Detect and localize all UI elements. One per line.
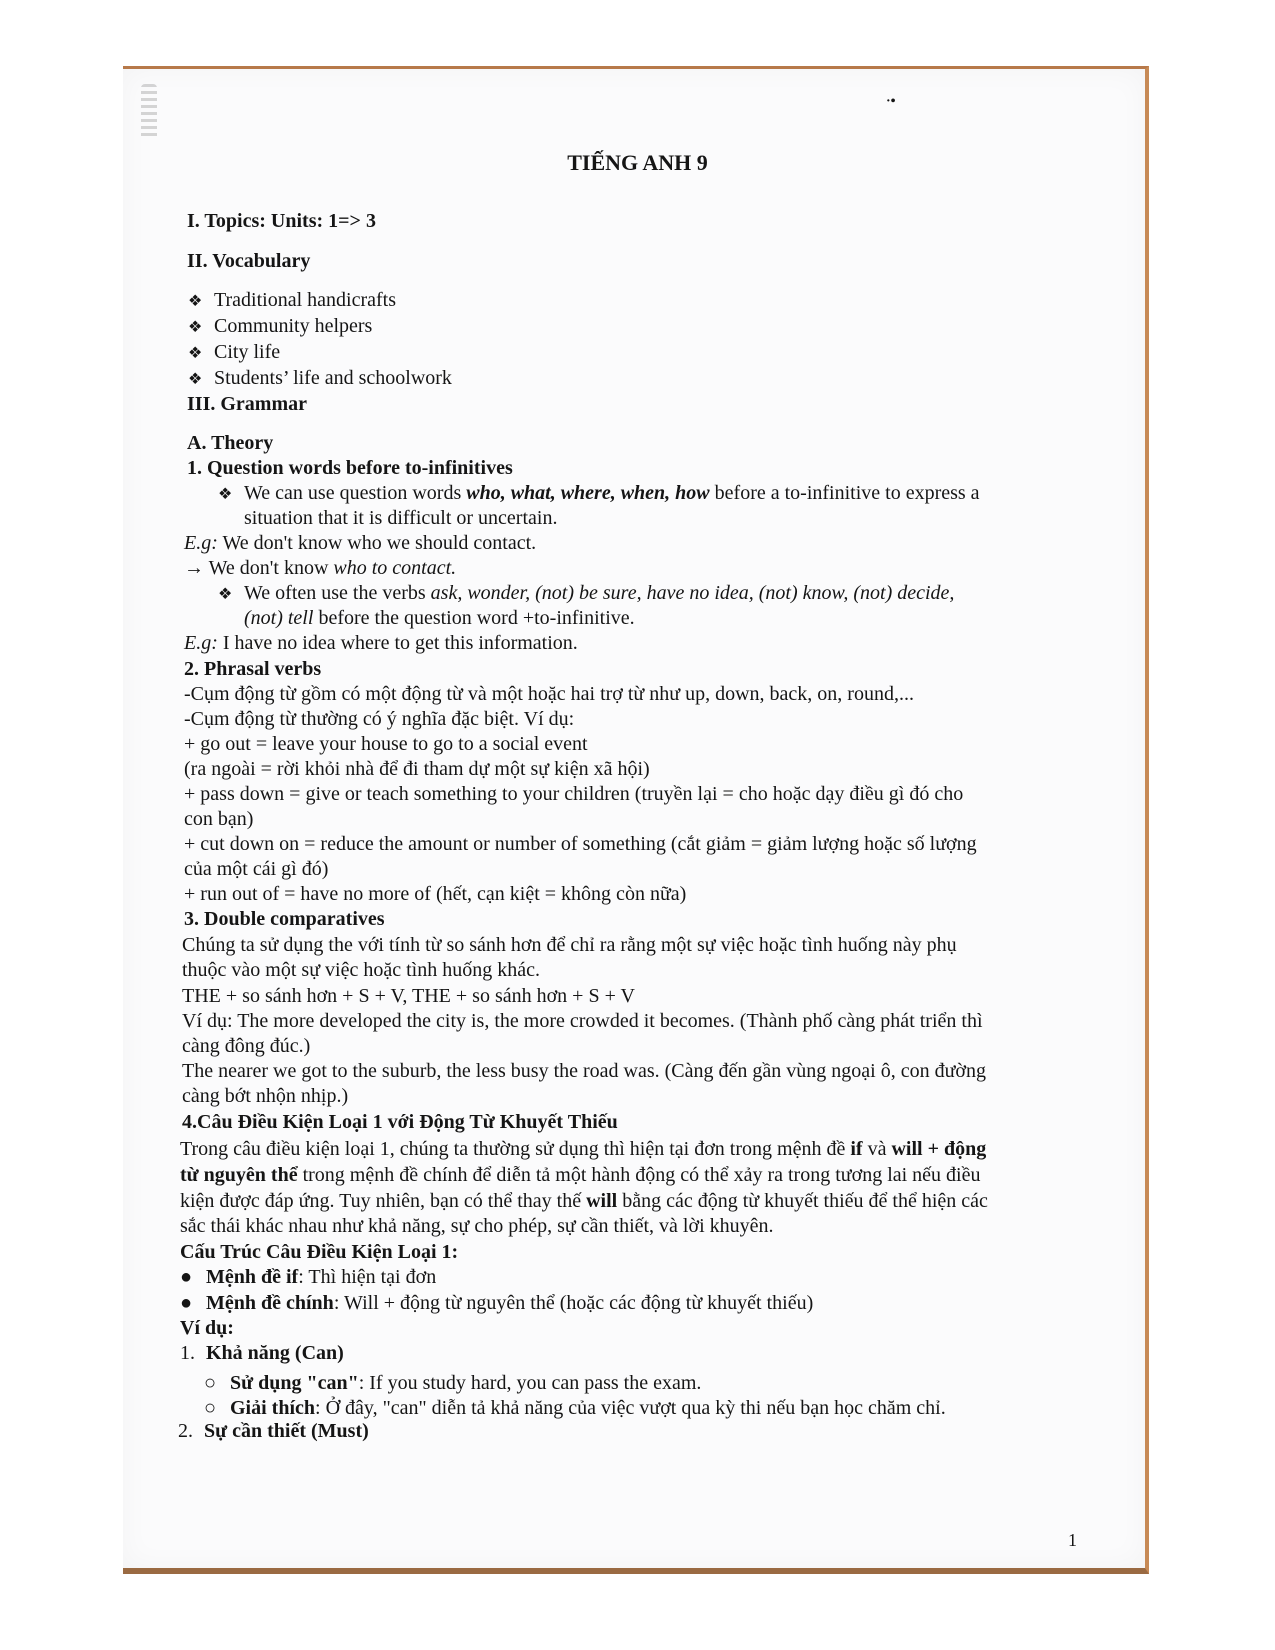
ink-mark: ·• bbox=[886, 94, 896, 109]
section-4-paragraph-line: từ nguyên thể trong mệnh đề chính để diễn tả một hành động có thể xảy ra trong tương lai nếu điều bbox=[180, 1164, 981, 1186]
diamond-bullet-icon: ❖ bbox=[188, 293, 203, 310]
section-2-line: + run out of = have no more of (hết, cạn kiệt = không còn nữa) bbox=[184, 883, 687, 905]
page-number: 1 bbox=[1068, 1530, 1077, 1550]
hollow-bullet-icon: ○ bbox=[204, 1397, 217, 1419]
example-1: E.g: We don't know who we should contact. bbox=[184, 532, 537, 554]
sub-item: ○ Sử dụng "can": If you study hard, you can pass the exam. bbox=[204, 1372, 702, 1394]
section-2-heading: 2. Phrasal verbs bbox=[184, 658, 322, 680]
diamond-bullet-icon: ❖ bbox=[188, 345, 203, 362]
diamond-bullet-icon: ❖ bbox=[188, 371, 203, 388]
section-3-line: thuộc vào một sự việc hoặc tình huống khác. bbox=[182, 959, 540, 981]
section-2-line: (ra ngoài = rời khỏi nhà để đi tham dự một sự kiện xã hội) bbox=[184, 758, 650, 780]
grammar-heading: III. Grammar bbox=[187, 393, 307, 415]
section-3-heading: 3. Double comparatives bbox=[184, 908, 385, 930]
section-2-line: -Cụm động từ thường có ý nghĩa đặc biệt. Ví dụ: bbox=[184, 708, 575, 730]
vocabulary-heading: II. Vocabulary bbox=[187, 250, 311, 272]
diamond-bullet-icon: ❖ bbox=[188, 319, 203, 336]
section-2-line: -Cụm động từ gồm có một động từ và một hoặc hai trợ từ như up, down, back, on, round,... bbox=[184, 683, 914, 705]
section-3-line: càng đông đúc.) bbox=[182, 1035, 311, 1057]
structure-heading: Cấu Trúc Câu Điều Kiện Loại 1: bbox=[180, 1241, 459, 1263]
structure-bullet: ● Mệnh đề chính: Will + động từ nguyên thể (hoặc các động từ khuyết thiếu) bbox=[180, 1292, 814, 1314]
vocab-item: ❖ Traditional handicrafts bbox=[188, 287, 396, 315]
section-3-line: càng bớt nhộn nhịp.) bbox=[182, 1085, 349, 1107]
diamond-bullet-icon: ❖ bbox=[218, 486, 233, 503]
section-2-line: + pass down = give or teach something to your children (truyền lại = cho hoặc dạy điều gì đó cho bbox=[184, 783, 964, 805]
example-2: E.g: I have no idea where to get this information. bbox=[184, 632, 578, 654]
section-2-line: con bạn) bbox=[184, 808, 254, 830]
numbered-item: 2. Sự cần thiết (Must) bbox=[178, 1420, 369, 1442]
hollow-bullet-icon: ○ bbox=[204, 1372, 217, 1394]
section-3-line: THE + so sánh hơn + S + V, THE + so sánh hơn + S + V bbox=[182, 985, 635, 1007]
diamond-bullet-icon: ❖ bbox=[218, 586, 233, 603]
section-3-line: The nearer we got to the suburb, the less busy the road was. (Càng đến gần vùng ngoại ô, con đường bbox=[182, 1060, 987, 1082]
rule-2-line: ❖ We often use the verbs ask, wonder, (not) be sure, have no idea, (not) know, (not) decide, bbox=[218, 580, 954, 608]
theory-heading: A. Theory bbox=[187, 432, 274, 454]
sub-item: ○ Giải thích: Ở đây, "can" diễn tả khả năng của việc vượt qua kỳ thi nếu bạn học chăm chỉ. bbox=[204, 1397, 946, 1419]
section-4-paragraph-line: sắc thái khác nhau như khả năng, sự cho phép, sự cần thiết, và lời khuyên. bbox=[180, 1215, 774, 1237]
section-3-line: Ví dụ: The more developed the city is, the more crowded it becomes. (Thành phố càng phát triển thì bbox=[182, 1010, 983, 1032]
vocab-item: ❖ Community helpers bbox=[188, 313, 372, 341]
numbered-item: 1. Khả năng (Can) bbox=[180, 1342, 344, 1364]
page-title: TIẾNG ANH 9 bbox=[567, 150, 708, 175]
section-2-line: của một cái gì đó) bbox=[184, 858, 329, 880]
section-2-line: + cut down on = reduce the amount or number of something (cắt giảm = giảm lượng hoặc số lượng bbox=[184, 833, 977, 855]
section-4-paragraph-line: kiện được đáp ứng. Tuy nhiên, bạn có thể thay thế will bằng các động từ khuyết thiếu để thể hiện các bbox=[180, 1190, 988, 1212]
rule-1-line: ❖ We can use question words who, what, where, when, how before a to-infinitive to express a bbox=[218, 480, 980, 508]
vocab-item: ❖ Students’ life and schoolwork bbox=[188, 365, 452, 393]
bullet-dot-icon: ● bbox=[180, 1292, 193, 1314]
structure-bullet: ● Mệnh đề if: Thì hiện tại đơn bbox=[180, 1266, 437, 1288]
section-2-line: + go out = leave your house to go to a social event bbox=[184, 733, 588, 755]
vocab-item: ❖ City life bbox=[188, 339, 280, 367]
example-1-answer: → We don't know who to contact. bbox=[184, 557, 457, 579]
section-3-line: Chúng ta sử dụng the với tính từ so sánh hơn để chỉ ra rằng một sự việc hoặc tình huống này phụ bbox=[182, 934, 957, 956]
example-label: Ví dụ: bbox=[180, 1317, 234, 1339]
rule-1-continuation: situation that it is difficult or uncertain. bbox=[244, 507, 558, 529]
rule-2-continuation: (not) tell before the question word +to-infinitive. bbox=[244, 607, 635, 629]
staple-mark bbox=[141, 84, 157, 140]
section-4-heading: 4.Câu Điều Kiện Loại 1 với Động Từ Khuyết Thiếu bbox=[182, 1111, 618, 1133]
section-4-paragraph-line: Trong câu điều kiện loại 1, chúng ta thường sử dụng thì hiện tại đơn trong mệnh đề if và will + động bbox=[180, 1138, 987, 1160]
topics-line: I. Topics: Units: 1=> 3 bbox=[187, 210, 376, 232]
section-1-heading: 1. Question words before to-infinitives bbox=[187, 457, 513, 479]
bullet-dot-icon: ● bbox=[180, 1266, 193, 1288]
